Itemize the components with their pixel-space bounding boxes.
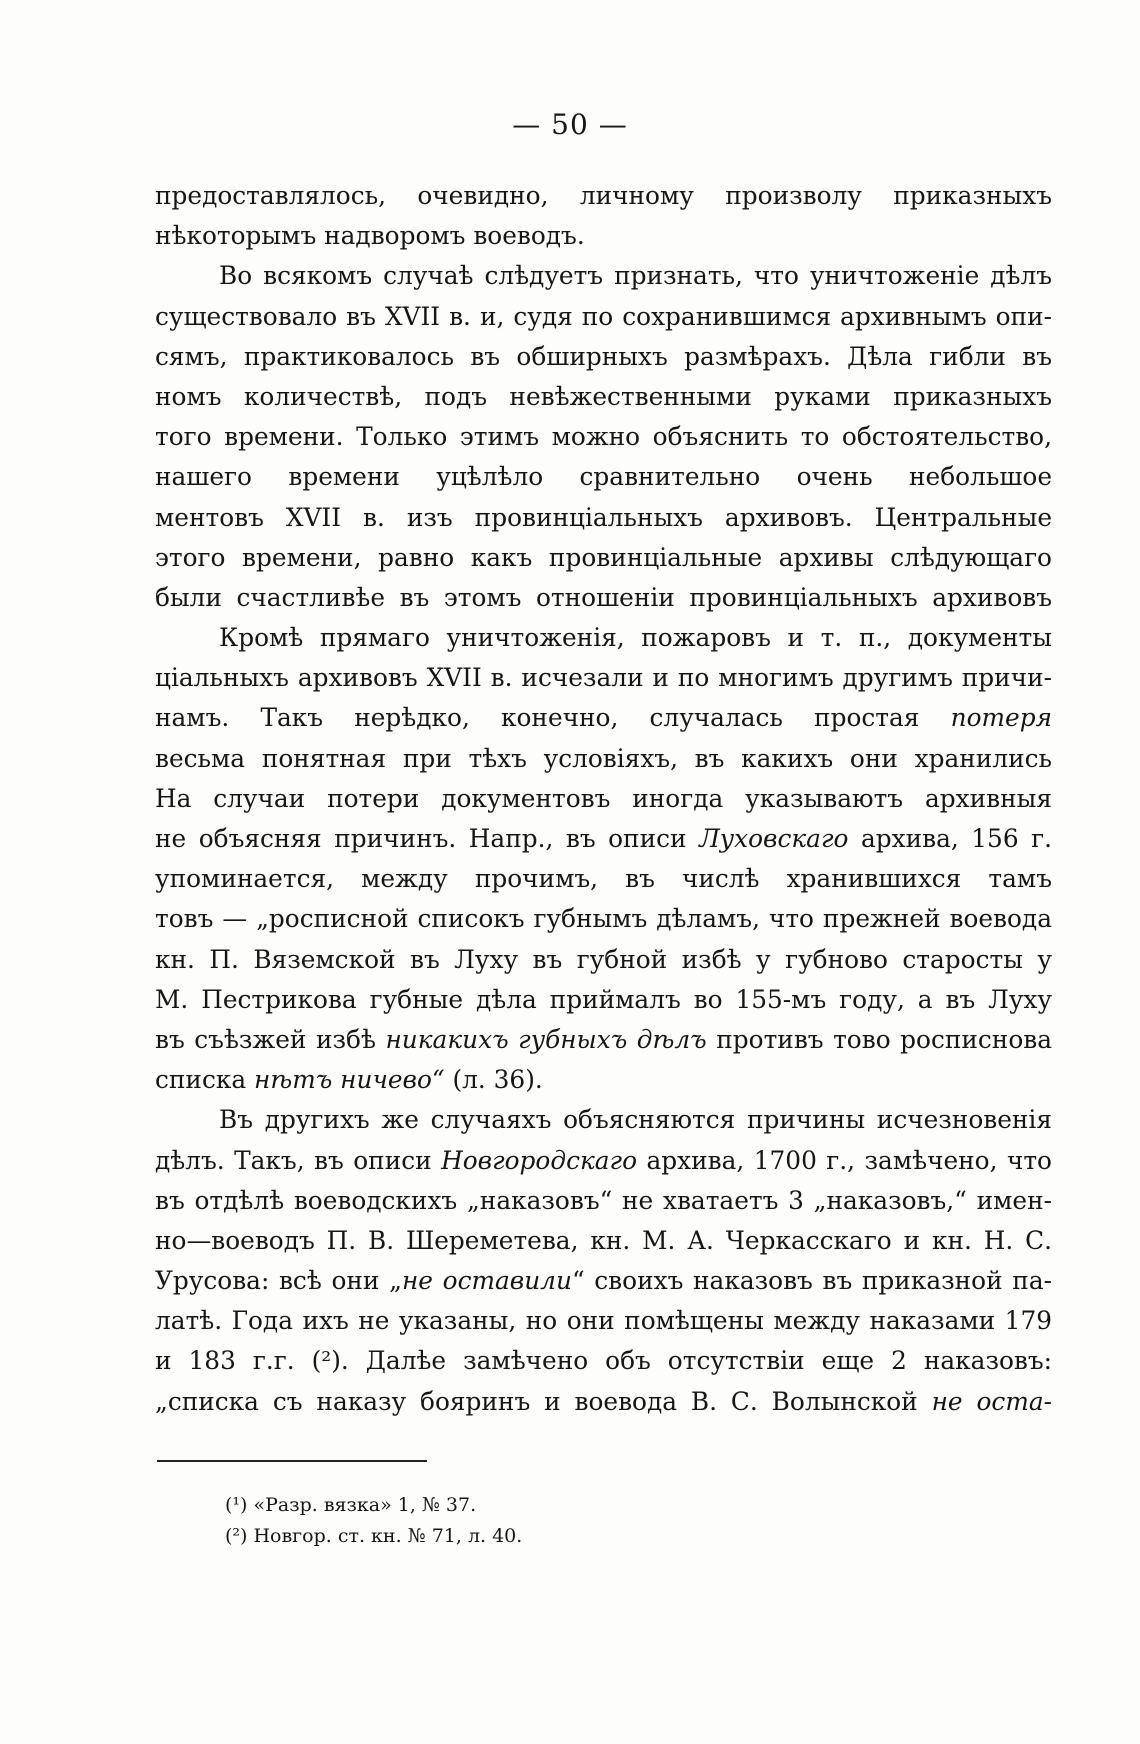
text-line: кн. П. Вяземской въ Луху въ губной избѣ у губново старосты у (155, 944, 1052, 974)
text-run: архива, 1700 г., замѣчено, что (637, 1145, 1052, 1175)
footnote-1: (¹) «Разр. вязка» 1, № 37. (225, 1494, 477, 1516)
italic-text: нѣтъ ничево“ (254, 1065, 445, 1095)
italic-text: Новгородскаго (441, 1145, 638, 1175)
text-line: того времени. Только этимъ можно объяснить то обстоятельство, (155, 422, 1052, 452)
text-line: Въ другихъ же случаяхъ объясняются причины исчезновенія (219, 1105, 1052, 1135)
text-line: Во всякомъ случаѣ слѣдуетъ признать, что уничтоженіе дѣлъ (219, 261, 1052, 291)
text-run: противъ тово росписнова (706, 1024, 1052, 1054)
text-line (155, 1261, 1052, 1301)
text-line: этого времени, равно какъ провинціальные архивы слѣдующаго (155, 542, 1052, 572)
text-line: Кромѣ прямаго уничтоженія, пожаровъ и т. п., документы (219, 623, 1052, 653)
text-line: сямъ, практиковалось въ обширныхъ размѣрахъ. Дѣла гибли въ (155, 341, 1052, 371)
text-line: въ отдѣлѣ воеводскихъ „наказовъ“ не хватаетъ 3 „наказовъ,“ имен- (155, 1185, 1052, 1215)
body-text (155, 176, 1052, 1422)
text-line (155, 1020, 1052, 1060)
text-line: На случаи потери документовъ иногда указываютъ архивныя (155, 783, 1052, 813)
text-run: списка (155, 1065, 254, 1095)
text-line (155, 1382, 1052, 1422)
text-run: намъ. Такъ нерѣдко, конечно, случалась простая (155, 703, 951, 733)
footnote-2: (²) Новгор. ст. кн. № 71, л. 40. (225, 1525, 523, 1547)
italic-text: не оставили (401, 1266, 572, 1296)
text-run: не объясняя причинъ. Напр., въ описи (155, 824, 700, 853)
text-line (155, 819, 1052, 859)
text-run: въ съѣзжей избѣ (155, 1024, 386, 1054)
italic-text: Луховскаго (699, 824, 849, 853)
text-line: весьма понятная при тѣхъ условіяхъ, въ какихъ они хранились (155, 743, 1052, 773)
page-number: — 50 — (512, 108, 628, 141)
text-line: и 183 г.г. (²). Далѣе замѣчено объ отсутствіи еще 2 наказовъ: (155, 1346, 1052, 1376)
text-line: существовало въ XVII в. и, судя по сохранившимся архивнымъ опи- (155, 301, 1052, 331)
text-line: М. Пестрикова губные дѣла приймалъ во 155-мъ году, а въ Луху (155, 984, 1052, 1014)
text-run: Урусова: всѣ они „ (155, 1266, 402, 1296)
text-run: (л. 36). (444, 1065, 543, 1095)
text-line: нашего времени уцѣлѣло сравнительно очень небольшое (155, 462, 1052, 492)
text-line: ціальныхъ архивовъ XVII в. исчезали и по многимъ другимъ причи- (155, 663, 1052, 693)
footnote-divider (157, 1460, 427, 1462)
text-run: „списка съ наказу бояринъ и воевода В. С. Волынской (155, 1386, 932, 1416)
text-line: номъ количествѣ, подъ невѣжественными руками приказныхъ (155, 381, 1052, 411)
footnotes (225, 1490, 522, 1552)
text-line: латѣ. Года ихъ не указаны, но они помѣщены между наказами 179 (155, 1306, 1052, 1336)
italic-text: никакихъ губныхъ дѣлъ (385, 1024, 707, 1054)
text-line (155, 1141, 1052, 1181)
italic-text: не оста- (931, 1386, 1052, 1416)
text-line: нѣкоторымъ надворомъ воеводъ. (155, 221, 585, 251)
text-line: но—воеводъ П. В. Шереметева, кн. М. А. Черкасскаго и кн. Н. С. (155, 1225, 1052, 1255)
text-run: “ своихъ наказовъ въ приказной па- (571, 1266, 1052, 1296)
text-line: упоминается, между прочимъ, въ числѣ хранившихся тамъ (155, 864, 1052, 894)
text-run: архива, 156 г. (860, 824, 1052, 853)
text-line (155, 698, 1052, 738)
text-run: дѣлъ. Такъ, въ описи (155, 1145, 442, 1175)
text-line: были счастливѣе въ этомъ отношеніи провинціальныхъ архивовъ (155, 582, 1052, 612)
text-line: товъ — „росписной списокъ губнымъ дѣламъ, что прежней воевода (155, 904, 1052, 934)
italic-text: потеря (950, 703, 1052, 733)
text-line (155, 1060, 1052, 1100)
text-line: предоставлялось, очевидно, личному произволу приказныхъ (155, 181, 1052, 210)
text-line: ментовъ XVII в. изъ провинціальныхъ архивовъ. Центральные (155, 502, 1052, 532)
